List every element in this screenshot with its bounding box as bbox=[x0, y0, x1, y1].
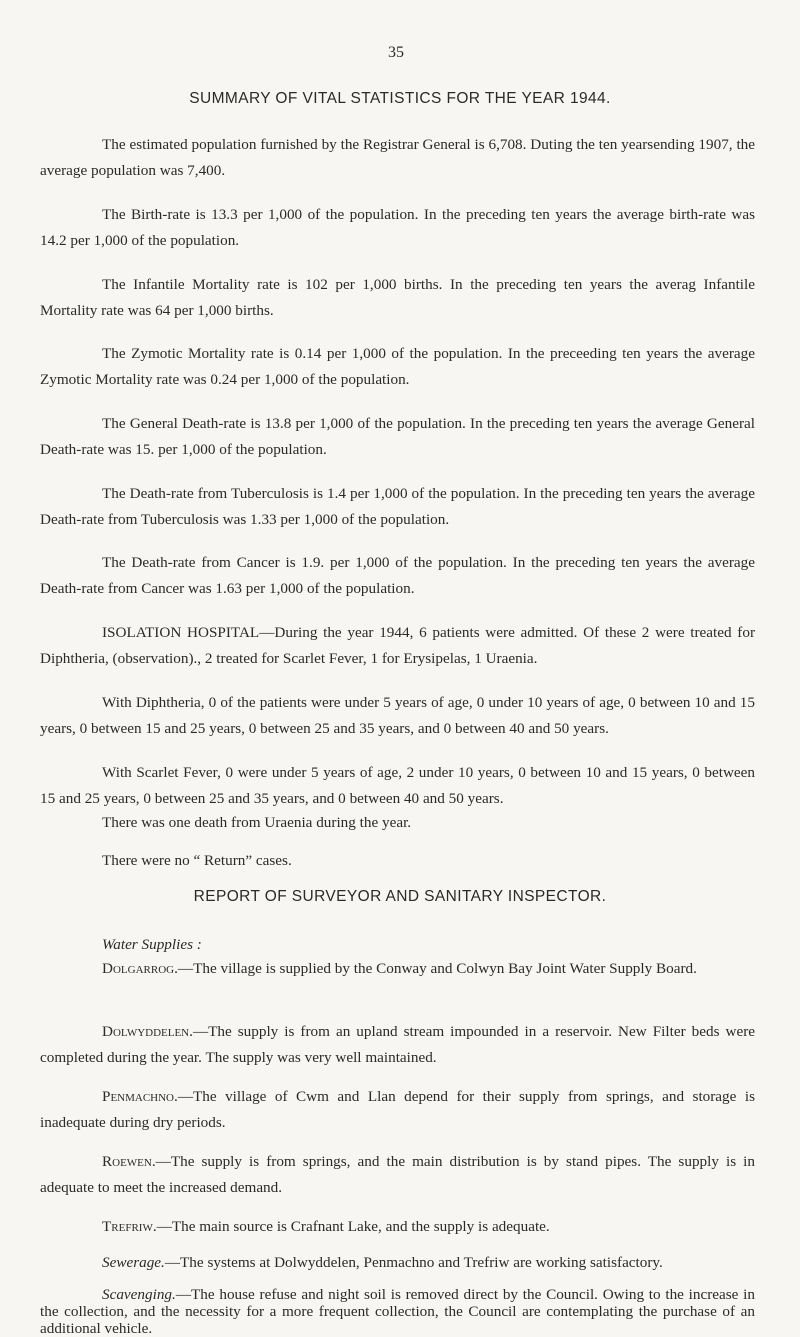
place-name: Dolwyddelen. bbox=[102, 1023, 193, 1040]
entry-trefriw bbox=[40, 1214, 755, 1240]
paragraph-isolation-hospital: ISOLATION HOSPITAL—During the year 1944, 6 patients were admitted. Of these 2 were treated for Diphtheria, (observation)., 2 treated for Scarlet Fever, 1 for Erysipelas, 1 Uraenia. bbox=[40, 624, 755, 667]
place-name: Trefriw. bbox=[102, 1218, 157, 1235]
scavenging-text: —The house refuse and night soil is removed direct by the Council. Owing to the increase in the collection, and the necessity for a more frequent collection, the Council are contemplating the purchase of an additional vehicle. bbox=[40, 1286, 755, 1337]
paragraph-uraenia-death: There was one death from Uraenia during the year. bbox=[102, 814, 412, 831]
paragraph-cancer: The Death-rate from Cancer is 1.9. per 1,000 of the population. In the preceding ten years the average Death-rate from Cancer was 1.63 per 1,000 of the population. bbox=[40, 554, 755, 597]
entry-dolgarrog bbox=[40, 956, 755, 982]
entry-text: —The main source is Crafnant Lake, and the supply is adequate. bbox=[156, 1218, 550, 1235]
entry-text: —The supply is from an upland stream impounded in a reservoir. New Filter beds were completed during the year. The supply was very well maintained. bbox=[40, 1023, 755, 1066]
sewerage-label: Sewerage. bbox=[102, 1254, 165, 1271]
summary-heading: SUMMARY OF VITAL STATISTICS FOR THE YEAR 1944. bbox=[189, 90, 611, 107]
place-name: Roewen. bbox=[102, 1153, 156, 1170]
paragraph-population: The estimated population furnished by the Registrar General is 6,708. Duting the ten yearsending 1907, the average population was 7,400. bbox=[40, 136, 755, 179]
entry-text: —The village is supplied by the Conway and Colwyn Bay Joint Water Supply Board. bbox=[177, 960, 697, 977]
paragraph-general-death-rate: The General Death-rate is 13.8 per 1,000 of the population. In the preceding ten years the average General Death-rate was 15. per 1,000 of the population. bbox=[40, 415, 755, 458]
paragraph-zymotic-mortality: The Zymotic Mortality rate is 0.14 per 1,000 of the population. In the preceeding ten years the average Zymotic Mortality rate was 0.24 per 1,000 of the population. bbox=[40, 345, 755, 388]
entry-text: —The village of Cwm and Llan depend for their supply from springs, and storage is inadequate during dry periods. bbox=[40, 1088, 755, 1131]
place-name: Penmachno. bbox=[102, 1088, 178, 1105]
scavenging-label: Scavenging. bbox=[102, 1286, 176, 1303]
water-supplies-label: Water Supplies : bbox=[102, 936, 202, 953]
sewerage-text: —The systems at Dolwyddelen, Penmachno and Trefriw are working satisfactory. bbox=[164, 1254, 663, 1271]
paragraph-return-cases: There were no “ Return” cases. bbox=[102, 852, 292, 869]
page-number: 35 bbox=[388, 44, 404, 61]
paragraph-infantile-mortality: The Infantile Mortality rate is 102 per 1,000 births. In the preceding ten years the averag Infantile Mortality rate was 64 per 1,000 births. bbox=[40, 276, 755, 319]
report-heading: REPORT OF SURVEYOR AND SANITARY INSPECTOR. bbox=[193, 888, 607, 905]
paragraph-tuberculosis: The Death-rate from Tuberculosis is 1.4 per 1,000 of the population. In the preceding ten years the average Death-rate from Tuberculosis was 1.33 per 1,000 of the population. bbox=[40, 485, 755, 528]
sewerage-paragraph bbox=[40, 1250, 755, 1276]
entry-text: —The supply is from springs, and the main distribution is by stand pipes. The supply is in adequate to meet the increased demand. bbox=[40, 1153, 755, 1196]
place-name: Dolgarrog. bbox=[102, 960, 178, 977]
paragraph-scarlet-fever-ages: With Scarlet Fever, 0 were under 5 years of age, 2 under 10 years, 0 between 10 and 15 years, 0 between 15 and 25 years, 0 between 25 and 35 years, and 0 between 40 and 50 years. bbox=[40, 764, 755, 807]
entry-penmachno bbox=[40, 1084, 755, 1136]
scavenging-paragraph bbox=[40, 1286, 755, 1337]
entry-roewen bbox=[40, 1149, 755, 1201]
paragraph-birth-rate: The Birth-rate is 13.3 per 1,000 of the population. In the preceding ten years the average birth-rate was 14.2 per 1,000 of the population. bbox=[40, 206, 755, 249]
entry-dolwyddelen bbox=[40, 1019, 755, 1071]
paragraph-diphtheria-ages: With Diphtheria, 0 of the patients were under 5 years of age, 0 under 10 years of age, 0 between 10 and 15 years, 0 between 15 and 25 years, 0 between 25 and 35 years, and 0 between 40 and 50 years. bbox=[40, 694, 755, 737]
